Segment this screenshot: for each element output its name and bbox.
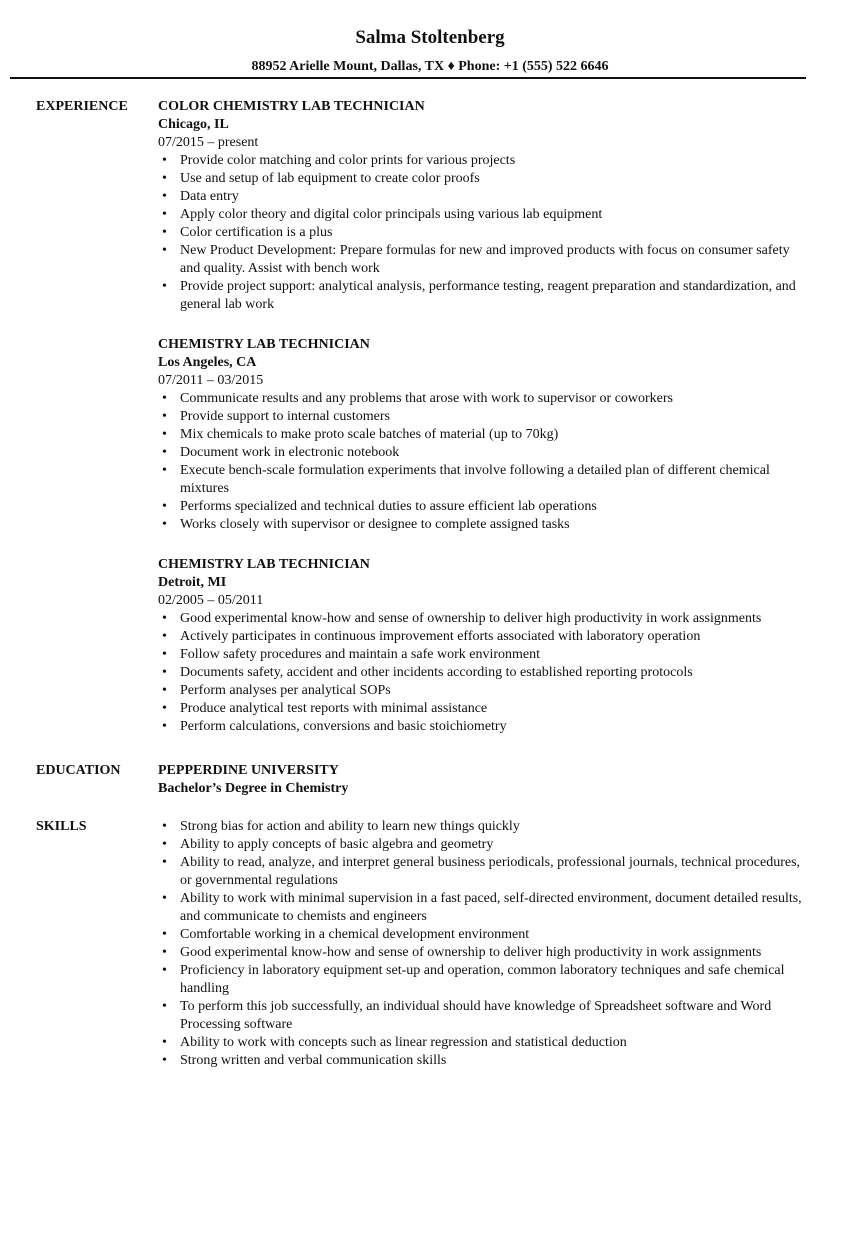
list-item [158, 390, 808, 408]
bullet-icon: • [162, 279, 167, 294]
bullet-text: Follow safety procedures and maintain a safe work environment [180, 647, 541, 662]
education-section-label: EDUCATION [36, 763, 121, 778]
bullet-text: Produce analytical test reports with minimal assistance [180, 701, 488, 716]
bullet-icon: • [162, 225, 167, 240]
job-location: Los Angeles, CA [158, 355, 257, 370]
list-item [158, 610, 808, 628]
skills-list-block [158, 818, 808, 1070]
bullet-icon: • [162, 665, 167, 680]
bullet-icon: • [162, 945, 167, 960]
bullet-icon: • [162, 891, 167, 906]
list-item [158, 170, 808, 188]
skill-text: Ability to work with concepts such as linear regression and statistical deduction [180, 1035, 627, 1050]
bullet-icon: • [162, 927, 167, 942]
bullet-icon: • [162, 701, 167, 716]
list-item [158, 926, 808, 944]
bullet-icon: • [162, 189, 167, 204]
bullet-text: Use and setup of lab equipment to create color proofs [180, 171, 480, 186]
bullet-icon: • [162, 999, 167, 1014]
list-item [158, 462, 808, 498]
contact-line: 88952 Arielle Mount, Dallas, TX ♦ Phone: +1 (555) 522 6646 [251, 59, 609, 74]
list-item [158, 426, 808, 444]
list-item [158, 890, 808, 926]
skill-text: Good experimental know-how and sense of ownership to deliver high productivity in work assignments [180, 945, 762, 960]
bullet-text: Works closely with supervisor or designee to complete assigned tasks [180, 517, 570, 532]
list-item [158, 628, 808, 646]
bullet-text: Provide color matching and color prints for various projects [180, 153, 516, 168]
bullet-icon: • [162, 855, 167, 870]
bullet-icon: • [162, 427, 167, 442]
bullet-icon: • [162, 837, 167, 852]
bullet-icon: • [162, 963, 167, 978]
education-entry [158, 762, 808, 798]
list-item [158, 962, 808, 998]
list-item [158, 718, 808, 736]
job-bullet-list [158, 390, 808, 534]
bullet-icon: • [162, 207, 167, 222]
bullet-text: Documents safety, accident and other incidents according to established reporting protocols [180, 665, 693, 680]
job-dates: 07/2015 – present [158, 135, 259, 150]
list-item [158, 278, 808, 314]
list-item [158, 188, 808, 206]
skills-list [158, 818, 808, 1070]
skill-text: Strong bias for action and ability to learn new things quickly [180, 819, 520, 834]
skill-text: Ability to read, analyze, and interpret general business periodicals, professional journals, technical procedures, or governmental regulations [180, 855, 801, 888]
experience-section-label: EXPERIENCE [36, 99, 128, 114]
job-2 [158, 336, 808, 534]
list-item [158, 998, 808, 1034]
bullet-text: New Product Development: Prepare formulas for new and improved products with focus on consumer safety and quality. Assist with bench work [180, 243, 790, 276]
bullet-icon: • [162, 1053, 167, 1068]
skill-text: To perform this job successfully, an individual should have knowledge of Spreadsheet software and Word Processing software [180, 999, 772, 1032]
bullet-text: Performs specialized and technical duties to assure efficient lab operations [180, 499, 597, 514]
skill-text: Ability to apply concepts of basic algebra and geometry [180, 837, 494, 852]
bullet-icon: • [162, 517, 167, 532]
list-item [158, 818, 808, 836]
bullet-icon: • [162, 819, 167, 834]
bullet-icon: • [162, 683, 167, 698]
list-item [158, 224, 808, 242]
job-title: CHEMISTRY LAB TECHNICIAN [158, 557, 370, 572]
job-1 [158, 98, 808, 314]
skill-text: Comfortable working in a chemical development environment [180, 927, 530, 942]
job-title: COLOR CHEMISTRY LAB TECHNICIAN [158, 99, 425, 114]
bullet-text: Apply color theory and digital color principals using various lab equipment [180, 207, 603, 222]
bullet-icon: • [162, 409, 167, 424]
bullet-text: Data entry [180, 189, 239, 204]
bullet-icon: • [162, 1035, 167, 1050]
list-item [158, 944, 808, 962]
bullet-text: Execute bench-scale formulation experiments that involve following a detailed plan of different chemical mixtures [180, 463, 770, 496]
bullet-icon: • [162, 171, 167, 186]
job-title: CHEMISTRY LAB TECHNICIAN [158, 337, 370, 352]
list-item [158, 682, 808, 700]
skill-text: Proficiency in laboratory equipment set-up and operation, common laboratory techniques and safe chemical handling [180, 963, 785, 996]
list-item [158, 836, 808, 854]
job-location: Detroit, MI [158, 575, 227, 590]
degree: Bachelor’s Degree in Chemistry [158, 781, 349, 796]
list-item [158, 646, 808, 664]
bullet-text: Color certification is a plus [180, 225, 333, 240]
candidate-name: Salma Stoltenberg [355, 27, 505, 48]
list-item [158, 516, 808, 534]
list-item [158, 498, 808, 516]
list-item [158, 152, 808, 170]
bullet-icon: • [162, 499, 167, 514]
job-3 [158, 556, 808, 736]
bullet-icon: • [162, 719, 167, 734]
bullet-icon: • [162, 629, 167, 644]
bullet-icon: • [162, 463, 167, 478]
list-item [158, 854, 808, 890]
list-item [158, 444, 808, 462]
bullet-text: Document work in electronic notebook [180, 445, 400, 460]
bullet-text: Actively participates in continuous improvement efforts associated with laboratory operation [180, 629, 701, 644]
header-divider [10, 77, 806, 79]
bullet-text: Provide project support: analytical analysis, performance testing, reagent preparation and standardization, and general lab work [180, 279, 796, 312]
list-item [158, 242, 808, 278]
bullet-icon: • [162, 243, 167, 258]
list-item [158, 1034, 808, 1052]
job-bullet-list [158, 152, 808, 314]
skill-text: Ability to work with minimal supervision in a fast paced, self-directed environment, document detailed results, and communicate to chemists and engineers [180, 891, 802, 924]
bullet-text: Communicate results and any problems that arose with work to supervisor or coworkers [180, 391, 674, 406]
job-location: Chicago, IL [158, 117, 229, 132]
list-item [158, 664, 808, 682]
bullet-icon: • [162, 647, 167, 662]
bullet-icon: • [162, 445, 167, 460]
job-bullet-list [158, 610, 808, 736]
bullet-text: Provide support to internal customers [180, 409, 390, 424]
bullet-icon: • [162, 391, 167, 406]
bullet-icon: • [162, 611, 167, 626]
bullet-icon: • [162, 153, 167, 168]
bullet-text: Perform calculations, conversions and basic stoichiometry [180, 719, 507, 734]
school-name: PEPPERDINE UNIVERSITY [158, 763, 339, 778]
skill-text: Strong written and verbal communication skills [180, 1053, 447, 1068]
bullet-text: Mix chemicals to make proto scale batches of material (up to 70kg) [180, 427, 559, 442]
list-item [158, 408, 808, 426]
list-item [158, 206, 808, 224]
skills-section-label: SKILLS [36, 819, 87, 834]
bullet-text: Good experimental know-how and sense of ownership to deliver high productivity in work assignments [180, 611, 762, 626]
list-item [158, 1052, 808, 1070]
job-dates: 07/2011 – 03/2015 [158, 373, 264, 388]
job-dates: 02/2005 – 05/2011 [158, 593, 264, 608]
bullet-text: Perform analyses per analytical SOPs [180, 683, 391, 698]
list-item [158, 700, 808, 718]
